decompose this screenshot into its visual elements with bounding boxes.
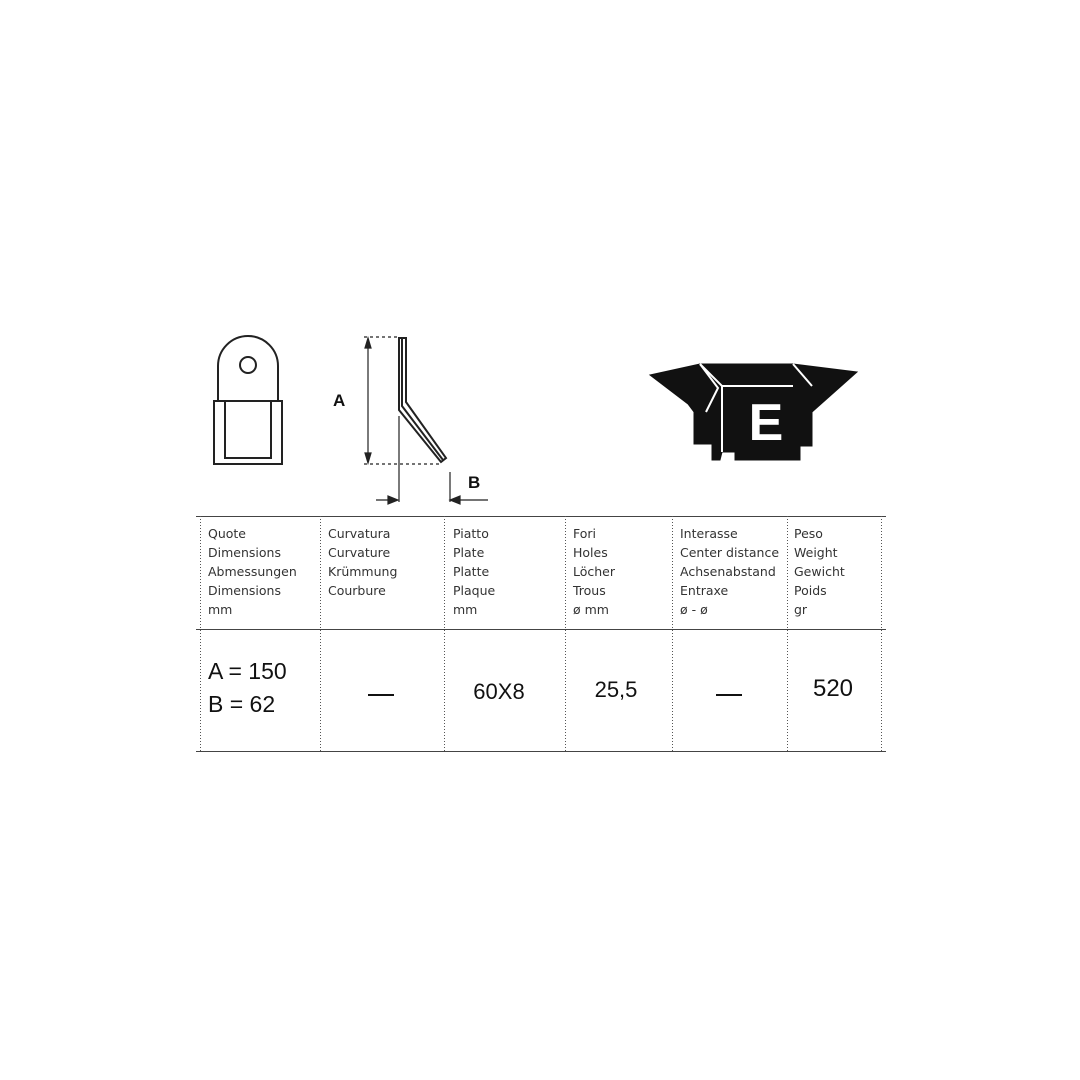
value-plate: [454, 679, 544, 705]
header-line: mm: [453, 602, 478, 617]
header-line: Löcher: [573, 564, 616, 579]
header-line: Krümmung: [328, 564, 398, 579]
dimension-b-value: B = 62: [208, 691, 276, 717]
header-line: Curvature: [328, 545, 391, 560]
header-line: Achsenabstand: [680, 564, 776, 579]
value-center-distance: [704, 676, 754, 702]
header-line: Entraxe: [680, 583, 729, 598]
header-line: ø - ø: [680, 602, 708, 617]
dimension-b-label: B: [468, 473, 481, 492]
table-grid: [196, 516, 886, 752]
header-line: Gewicht: [794, 564, 845, 579]
plate-value: 60X8: [473, 679, 525, 704]
header-line: Piatto: [453, 526, 489, 541]
blade-front-view: [214, 336, 282, 464]
header-line: Plate: [453, 545, 485, 560]
value-weight: [796, 675, 870, 703]
header-line: Dimensions: [208, 583, 281, 598]
blade-side-view: [399, 338, 446, 462]
value-curvature: [356, 676, 406, 702]
curvature-dash: [368, 694, 394, 696]
header-plate: [453, 524, 495, 619]
header-line: Courbure: [328, 583, 386, 598]
header-line: Poids: [794, 583, 827, 598]
header-line: Peso: [794, 526, 823, 541]
header-line: Trous: [573, 583, 606, 598]
center-distance-dash: [716, 694, 742, 696]
header-line: Platte: [453, 564, 490, 579]
header-line: mm: [208, 602, 233, 617]
dimension-a-value: A = 150: [208, 658, 287, 684]
header-weight: [794, 524, 845, 619]
logo-letter: E: [748, 394, 784, 452]
header-line: gr: [794, 602, 808, 617]
header-line: Dimensions: [208, 545, 281, 560]
technical-drawing: [0, 0, 1080, 520]
holes-value: 25,5: [594, 677, 638, 702]
spec-table: [196, 516, 886, 752]
header-line: Quote: [208, 526, 247, 541]
header-line: Holes: [573, 545, 608, 560]
header-line: ø mm: [573, 602, 609, 617]
header-line: Weight: [794, 545, 838, 560]
header-line: Fori: [573, 526, 597, 541]
header-curvature: [328, 524, 397, 600]
header-line: Curvatura: [328, 526, 391, 541]
value-dimensions: [208, 655, 287, 721]
header-holes: [573, 524, 615, 619]
header-line: Abmessungen: [208, 564, 297, 579]
header-line: Center distance: [680, 545, 780, 560]
header-dimensions: [208, 524, 297, 619]
weight-value: 520: [812, 675, 854, 702]
dimension-a-label: A: [333, 391, 346, 410]
header-center-distance: [680, 524, 779, 619]
header-line: Interasse: [680, 526, 738, 541]
header-line: Plaque: [453, 583, 496, 598]
value-holes: [576, 677, 656, 703]
